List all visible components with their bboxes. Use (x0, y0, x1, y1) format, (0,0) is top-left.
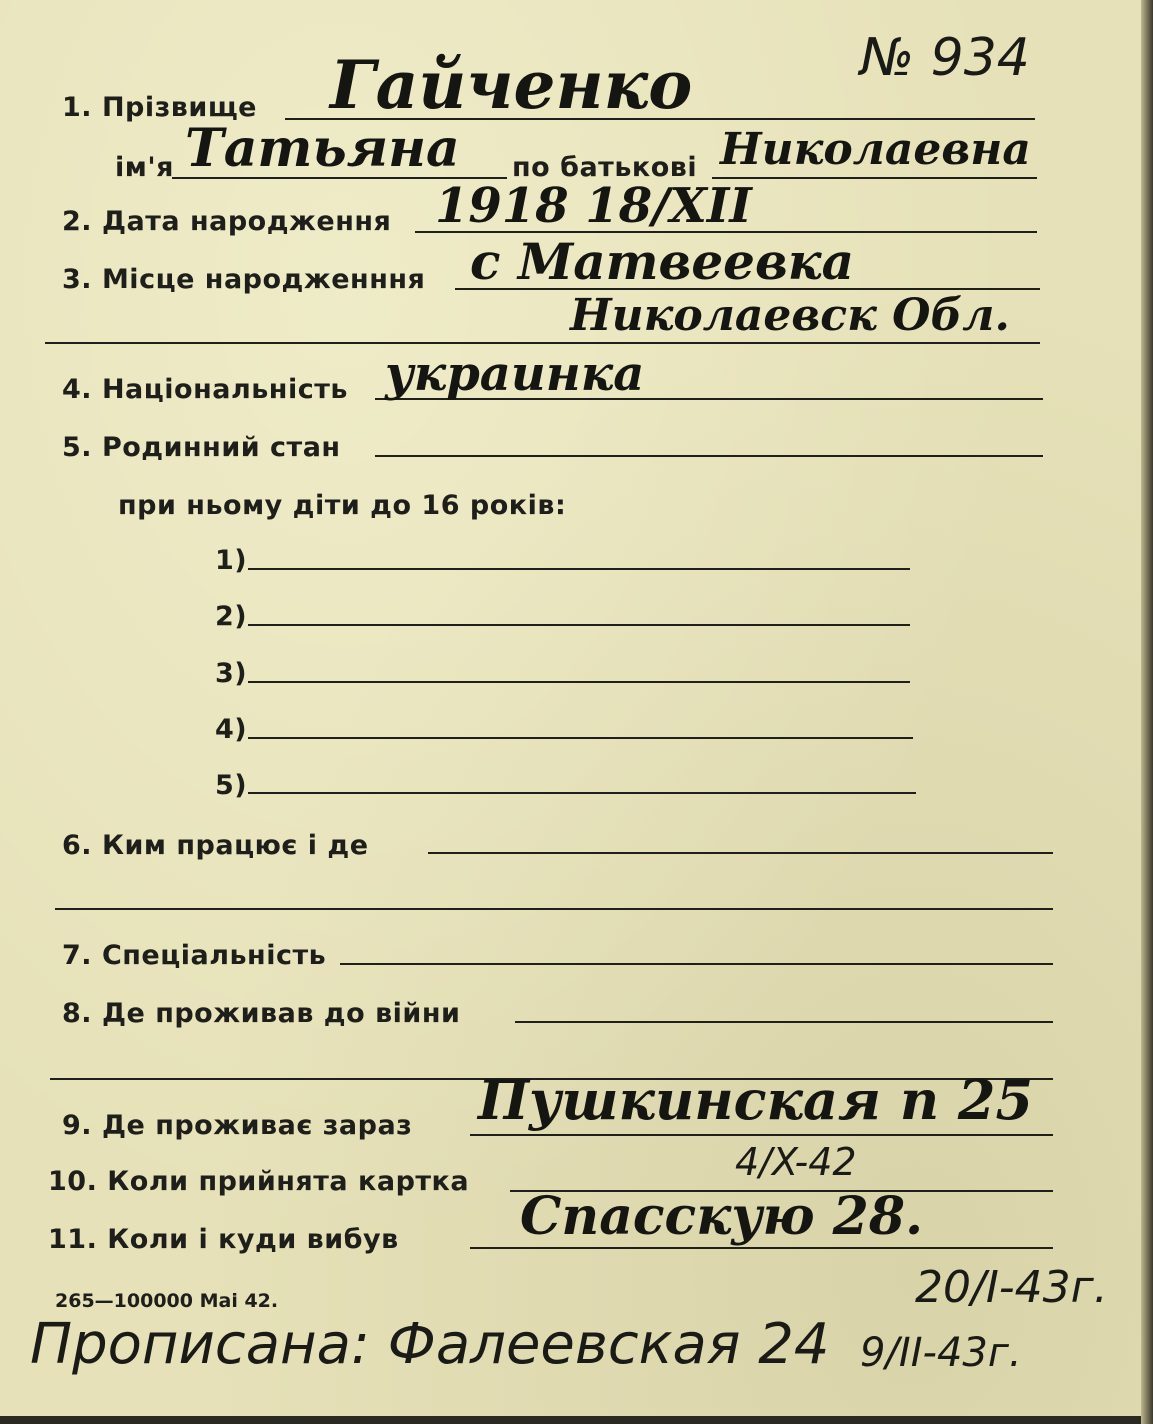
label-family-status: 5. Родинний стан (62, 432, 341, 463)
hw-birth-place-1: с Матвеевка (470, 232, 855, 291)
label-nationality: 4. Національність (62, 374, 348, 405)
label-child-3: 3) (215, 658, 248, 689)
line-child-1 (248, 568, 910, 570)
line-occupation (428, 852, 1053, 854)
label-card-date: 10. Коли прийнята картка (48, 1166, 470, 1197)
hw-nationality: украинка (385, 346, 645, 402)
line-child-5 (248, 792, 916, 794)
label-current-address: 9. Де проживає зараз (62, 1110, 413, 1141)
line-prewar-address (515, 1021, 1053, 1023)
line-occupation-2 (55, 908, 1053, 910)
label-specialty: 7. Спеціальність (62, 940, 327, 971)
hw-registered-date-1: 20/I-43г. (915, 1262, 1108, 1313)
label-occupation: 6. Ким працює і де (62, 830, 369, 861)
label-prewar-address: 8. Де проживав до війни (62, 998, 461, 1029)
hw-birth-date: 1918 18/XII (435, 178, 752, 234)
line-child-2 (248, 624, 910, 626)
label-moved-out: 11. Коли і куди вибув (48, 1224, 399, 1255)
hw-registered-date-2: 9/II-43г. (860, 1330, 1022, 1376)
label-child-4: 4) (215, 714, 248, 745)
line-current-address (470, 1134, 1053, 1136)
line-child-4 (248, 737, 913, 739)
line-patronymic (712, 177, 1037, 179)
hw-current-address: Пушкинская п 25 (478, 1068, 1034, 1132)
label-surname: 1. Прізвище (62, 92, 257, 123)
hw-patronymic: Николаевна (720, 124, 1031, 175)
label-patronymic: по батькові (512, 152, 698, 183)
line-child-3 (248, 681, 910, 683)
print-code: 265—100000 Mai 42. (55, 1290, 279, 1312)
hw-card-date: 4/X-42 (735, 1140, 857, 1184)
label-child-1: 1) (215, 545, 248, 576)
label-child-2: 2) (215, 601, 248, 632)
label-birth-place: 3. Місце народженння (62, 264, 426, 295)
line-birth-place-2 (45, 342, 1040, 344)
hw-moved-out: Спасскую 28. (520, 1186, 924, 1247)
label-birth-date: 2. Дата народження (62, 206, 392, 237)
card-edge-shadow (1141, 0, 1153, 1424)
line-family-status (375, 455, 1043, 457)
hw-surname: Гайченко (330, 46, 693, 124)
label-child-5: 5) (215, 770, 248, 801)
hw-name: Татьяна (185, 118, 460, 179)
hw-registered-note: Прописана: Фалеевская 24 (30, 1312, 830, 1377)
card-number: № 934 (860, 28, 1030, 88)
hw-birth-place-2: Николаевск Обл. (570, 290, 1010, 341)
line-specialty (340, 963, 1053, 965)
line-moved-out (470, 1247, 1053, 1249)
label-children: при ньому діти до 16 років: (118, 490, 567, 521)
label-name: ім'я (115, 152, 174, 183)
